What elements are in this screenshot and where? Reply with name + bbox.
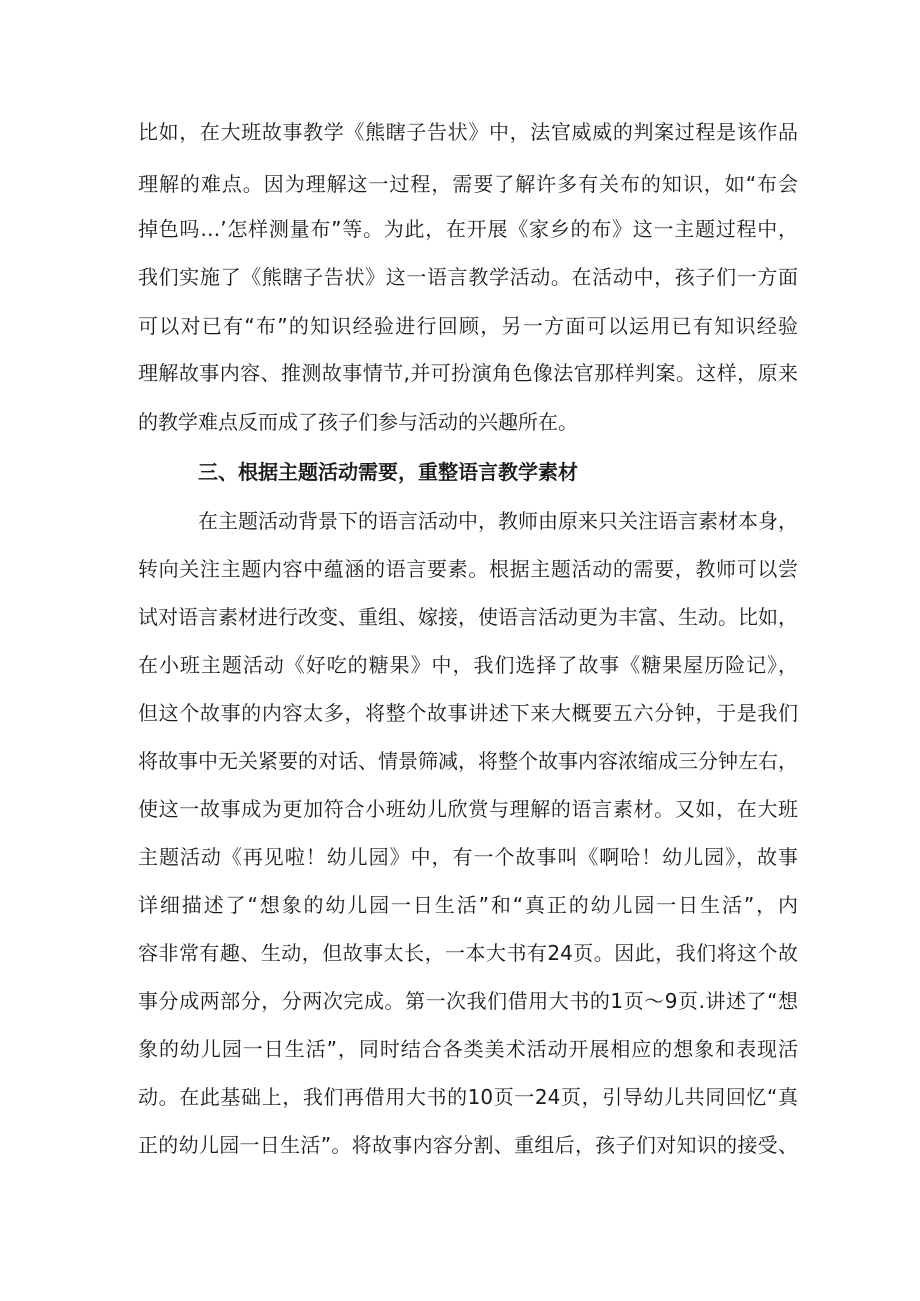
paragraph-2-line-3: 试对语言素材进行改变、重组、嫁接，使语言活动更为丰富、生动。比如， xyxy=(138,605,798,629)
paragraph-2-line-9: 详细描述了“想象的幼儿园一日生活”和“真正的幼儿园一日生活”，内 xyxy=(138,893,798,917)
paragraph-1-line-7: 的教学难点反而成了孩子们参与活动的兴趣所在。 xyxy=(138,410,578,434)
section-heading: 三、根据主题活动需要，重整语言教学素材 xyxy=(198,460,578,484)
paragraph-1-line-3: 掉色吗…’怎样测量布”等。为此，在开展《家乡的布》这一主题过程中， xyxy=(138,217,798,241)
paragraph-2-line-7: 使这一故事成为更加符合小班幼儿欣赏与理解的语言素材。又如，在大班 xyxy=(138,797,798,821)
paragraph-2-line-14: 正的幼儿园一日生活”。将故事内容分割、重组后，孩子们对知识的接受、 xyxy=(138,1133,798,1157)
paragraph-1-line-2: 理解的难点。因为理解这一过程，需要了解许多有关布的知识，如“布会 xyxy=(138,172,798,196)
paragraph-2-line-1: 在主题活动背景下的语言活动中，教师由原来只关注语言素材本身， xyxy=(198,509,798,533)
paragraph-2-line-10: 容非常有趣、生动，但故事太长，一本大书有24页。因此，我们将这个故 xyxy=(138,941,798,965)
paragraph-2-line-8: 主题活动《再见啦！幼儿园》中，有一个故事叫《啊哈！幼儿园》，故事 xyxy=(138,845,798,869)
paragraph-2-line-11: 事分成两部分，分两次完成。第一次我们借用大书的1页〜9页.讲述了“想 xyxy=(138,989,798,1013)
paragraph-2-line-12: 象的幼儿园一日生活”，同时结合各类美术活动开展相应的想象和表现活 xyxy=(138,1037,798,1061)
paragraph-1-line-4: 我们实施了《熊瞎子告状》这一语言教学活动。在活动中，孩子们一方面 xyxy=(138,265,798,289)
paragraph-2-line-6: 将故事中无关紧要的对话、情景筛减，将整个故事内容浓缩成三分钟左右， xyxy=(138,749,798,773)
paragraph-2-line-5: 但这个故事的内容太多，将整个故事讲述下来大概要五六分钟，于是我们 xyxy=(138,701,798,725)
paragraph-2-line-2: 转向关注主题内容中蕴涵的语言要素。根据主题活动的需要，教师可以尝 xyxy=(138,557,798,581)
paragraph-1-line-6: 理解故事内容、推测故事情节,并可扮演角色像法官那样判案。这样，原来 xyxy=(138,361,798,385)
paragraph-2-line-13: 动。在此基础上，我们再借用大书的10页一24页，引导幼儿共同回忆“真 xyxy=(138,1085,798,1109)
paragraph-2-line-4: 在小班主题活动《好吃的糖果》中，我们选择了故事《糖果屋历险记》， xyxy=(138,653,798,677)
paragraph-1-line-1: 比如，在大班故事教学《熊瞎子告状》中，法官威威的判案过程是该作品 xyxy=(138,120,798,144)
paragraph-1-line-5: 可以对已有“布”的知识经验进行回顾，另一方面可以运用已有知识经验 xyxy=(138,314,798,338)
